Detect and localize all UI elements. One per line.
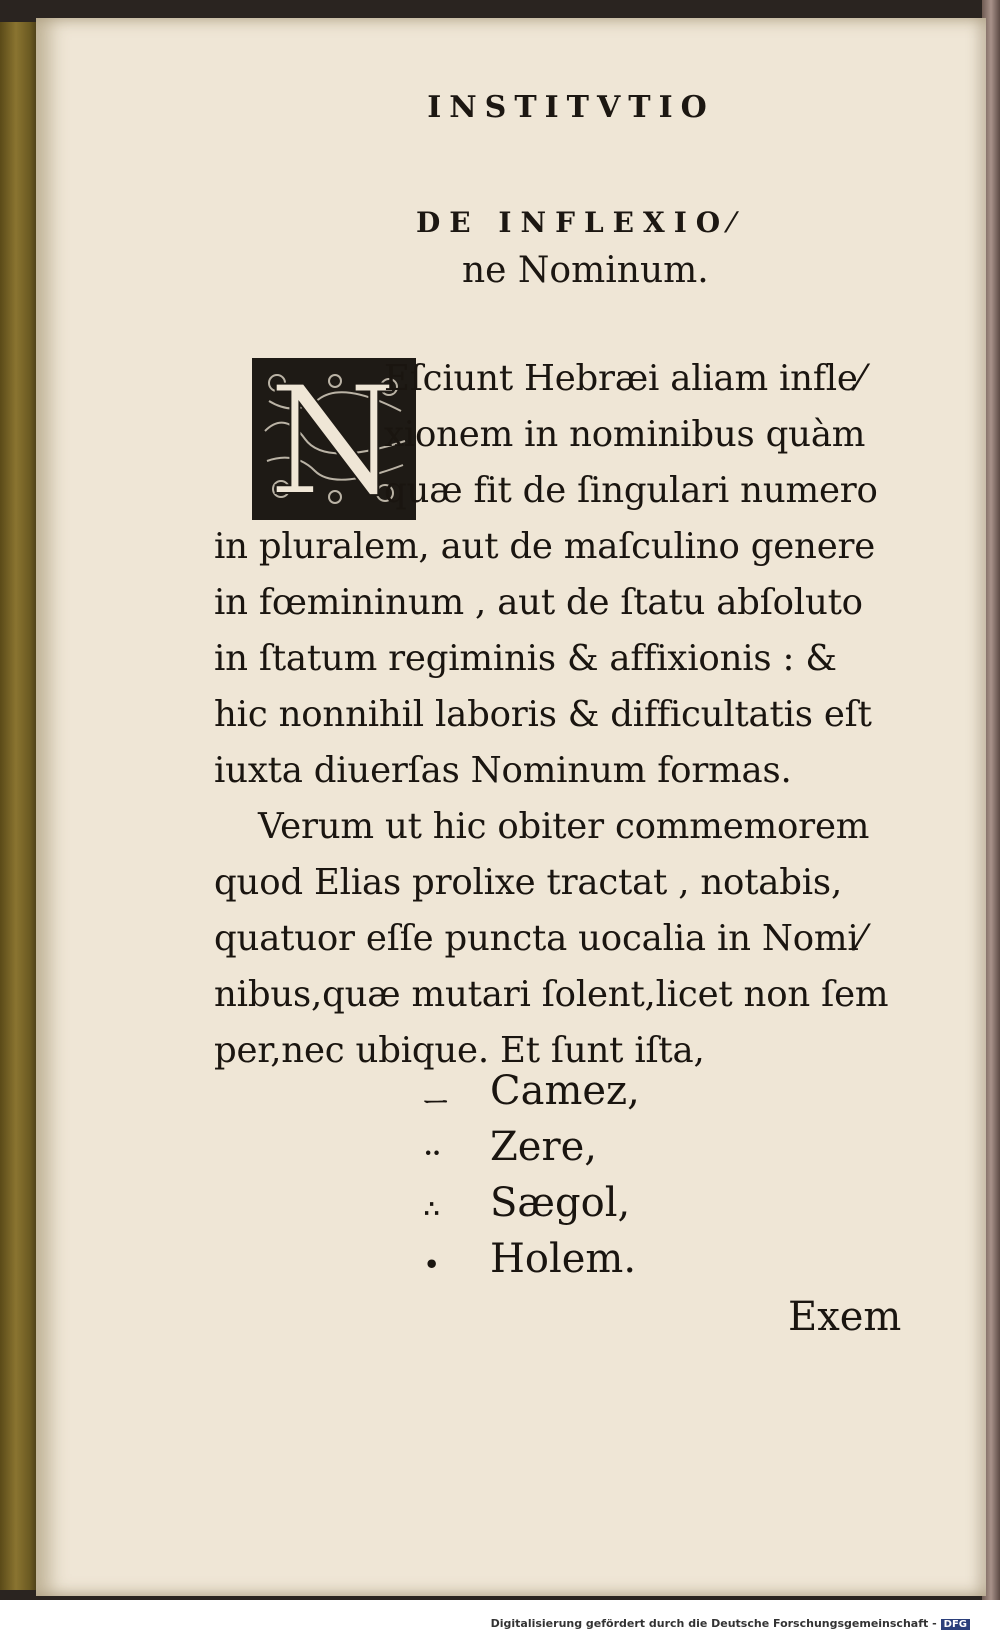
- vowel-point-mark: ··: [424, 1138, 441, 1167]
- running-head: INSTITVTIO: [427, 90, 715, 125]
- chapter-heading-line-2: ne Nominum.: [462, 250, 709, 291]
- book-edge-left: [0, 22, 40, 1590]
- chapter-heading-line-1: DE INFLEXIO⁄: [416, 206, 743, 239]
- vowel-point-mark: ∴: [424, 1194, 440, 1223]
- credit-text: Digitalisierung gefördert durch die Deutsche Forschungsgemeinschaft -: [490, 1617, 937, 1630]
- catchword: Exem: [788, 1294, 902, 1340]
- vowel-name: Holem.: [490, 1236, 637, 1282]
- dfg-logo-badge: DFG: [941, 1619, 970, 1630]
- digitization-credit: [491, 1617, 970, 1630]
- vowel-name: Camez,: [490, 1068, 640, 1114]
- book-page: [36, 18, 986, 1596]
- vowel-name: Sægol,: [490, 1180, 631, 1226]
- vowel-point-mark: ᅳ: [424, 1087, 448, 1116]
- paragraph-line: quatuor eſſe puncta uocalia in Nomi⁄: [214, 918, 865, 959]
- paragraph-line: xionem in nominibus quàm: [384, 414, 866, 455]
- initial-letter: N: [268, 361, 400, 517]
- paragraph-line: nibus,quæ mutari ſolent,licet non ſem: [214, 974, 889, 1015]
- paragraph-line: Eſciunt Hebræi aliam infle⁄: [384, 358, 864, 399]
- vowel-point-mark: •: [424, 1250, 440, 1279]
- vowel-name: Zere,: [490, 1124, 597, 1170]
- paragraph-line: iuxta diuerſas Nominum formas.: [214, 750, 792, 791]
- paragraph-line: per,nec ubique. Et ſunt iſta,: [214, 1030, 705, 1071]
- paragraph-line: quod Elias prolixe tractat , notabis,: [214, 862, 843, 903]
- paragraph-line: hic nonnihil laboris & difficultatis eſt: [214, 694, 872, 735]
- paragraph-line: quæ fit de ſingulari numero: [384, 470, 878, 511]
- paragraph-line: Verum ut hic obiter commemorem: [258, 806, 870, 847]
- paragraph-line: in ſtatum regiminis & affixionis : &: [214, 638, 837, 679]
- paragraph-line: in pluralem, aut de maſculino genere: [214, 526, 876, 567]
- paragraph-line: in fœmininum , aut de ſtatu abſoluto: [214, 582, 863, 623]
